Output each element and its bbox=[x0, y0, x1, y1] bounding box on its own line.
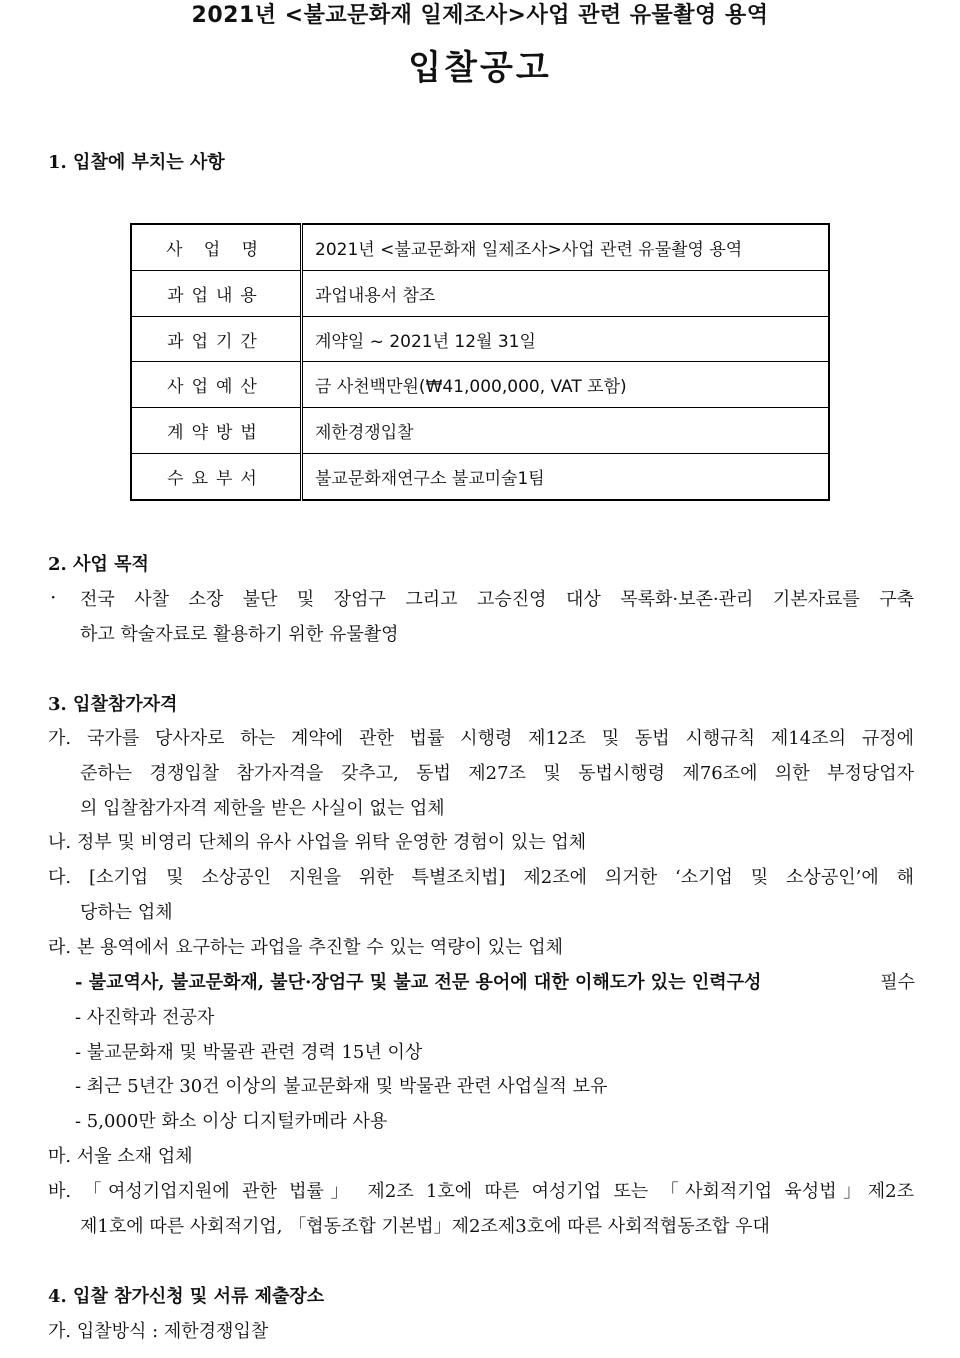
ra-item-3: - 불교문화재 및 박물관 관련 경력 15년 이상 bbox=[75, 1042, 423, 1063]
bullet-icon: · bbox=[50, 585, 57, 609]
qualification-ga-line-1: 가. 국가를 당사자로 하는 계약에 관한 법률 시행령 제12조 및 동법 시행규칙 제14조의 규정에 bbox=[48, 728, 914, 749]
table-row bbox=[131, 408, 829, 454]
table-row bbox=[131, 362, 829, 408]
section-3-heading: 3. 입찰참가자격 bbox=[48, 694, 178, 715]
table-row bbox=[131, 270, 829, 316]
row-value: 과업내용서 참조 bbox=[302, 270, 830, 316]
row-label: 과업기간 bbox=[131, 316, 302, 362]
qualification-ba-line-2: 제1호에 따른 사회적기업, 「협동조합 기본법」제2조제3호에 따른 사회적협동조합 우대 bbox=[80, 1216, 770, 1237]
ra-item-1 bbox=[75, 968, 915, 994]
section-1-heading: 1. 입찰에 부치는 사항 bbox=[48, 152, 225, 173]
section-4-heading: 4. 입찰 참가신청 및 서류 제출장소 bbox=[48, 1286, 325, 1307]
purpose-line-2: 하고 학술자료로 활용하기 위한 유물촬영 bbox=[80, 624, 399, 645]
row-label: 사업예산 bbox=[131, 362, 302, 408]
table-row bbox=[131, 454, 829, 500]
purpose-line-1: 전국 사찰 소장 불단 및 장엄구 그리고 고승진영 대상 목록화·보존·관리 기본자료를 구축 bbox=[80, 589, 914, 610]
ra-item-2: - 사진학과 전공자 bbox=[75, 1007, 215, 1028]
table-row bbox=[131, 224, 829, 270]
row-value: 금 사천백만원(₩41,000,000, VAT 포함) bbox=[302, 362, 830, 408]
qualification-ga-line-3: 의 입찰참가자격 제한을 받은 사실이 없는 업체 bbox=[80, 798, 445, 819]
ra-item-4: - 최근 5년간 30건 이상의 불교문화재 및 박물관 관련 사업실적 보유 bbox=[75, 1076, 608, 1097]
qualification-na: 나. 정부 및 비영리 단체의 유사 사업을 위탁 운영한 경험이 있는 업체 bbox=[48, 832, 587, 853]
qualification-ba-line-1: 바. 「여성기업지원에 관한 법률」 제2조 1호에 따른 여성기업 또는 「사회적기업 육성법」제2조 bbox=[48, 1181, 914, 1202]
bid-info-table bbox=[130, 223, 830, 501]
row-label: 과업내용 bbox=[131, 270, 302, 316]
row-value: 2021년 <불교문화재 일제조사>사업 관련 유물촬영 용역 bbox=[302, 224, 830, 270]
row-value: 계약일 ~ 2021년 12월 31일 bbox=[302, 316, 830, 362]
row-value: 불교문화재연구소 불교미술1팀 bbox=[302, 454, 830, 500]
section-2-heading: 2. 사업 목적 bbox=[48, 554, 149, 575]
row-label: 계약방법 bbox=[131, 408, 302, 454]
qualification-ma: 마. 서울 소재 업체 bbox=[48, 1146, 193, 1167]
ra-item-5: - 5,000만 화소 이상 디지털카메라 사용 bbox=[75, 1111, 388, 1132]
qualification-da-line-1: 다. [소기업 및 소상공인 지원을 위한 특별조치법] 제2조에 의거한 ‘소기업 및 소상공인’에 해 bbox=[48, 867, 914, 888]
qualification-ra: 라. 본 용역에서 요구하는 과업을 추진할 수 있는 역량이 있는 업체 bbox=[48, 937, 564, 958]
ra-item-1-main: - 불교역사, 불교문화재, 불단·장엄구 및 불교 전문 용어에 대한 이해도가 있는 인력구성 bbox=[75, 972, 762, 993]
qualification-da-line-2: 당하는 업체 bbox=[80, 902, 173, 923]
row-label: 사 업 명 bbox=[131, 224, 302, 270]
table-row bbox=[131, 316, 829, 362]
document-subtitle: 2021년 <불교문화재 일제조사>사업 관련 유물촬영 용역 bbox=[191, 3, 769, 28]
row-value: 제한경쟁입찰 bbox=[302, 408, 830, 454]
document-title: 입찰공고 bbox=[408, 48, 552, 88]
ra-item-1-tail: 필수 bbox=[880, 972, 915, 993]
row-label: 수요부서 bbox=[131, 454, 302, 500]
qualification-ga-line-2: 준하는 경쟁입찰 참가자격을 갖추고, 동법 제27조 및 동법시행령 제76조에 의한 부정당업자 bbox=[80, 763, 914, 784]
bid-method: 가. 입찰방식 : 제한경쟁입찰 bbox=[48, 1321, 269, 1342]
